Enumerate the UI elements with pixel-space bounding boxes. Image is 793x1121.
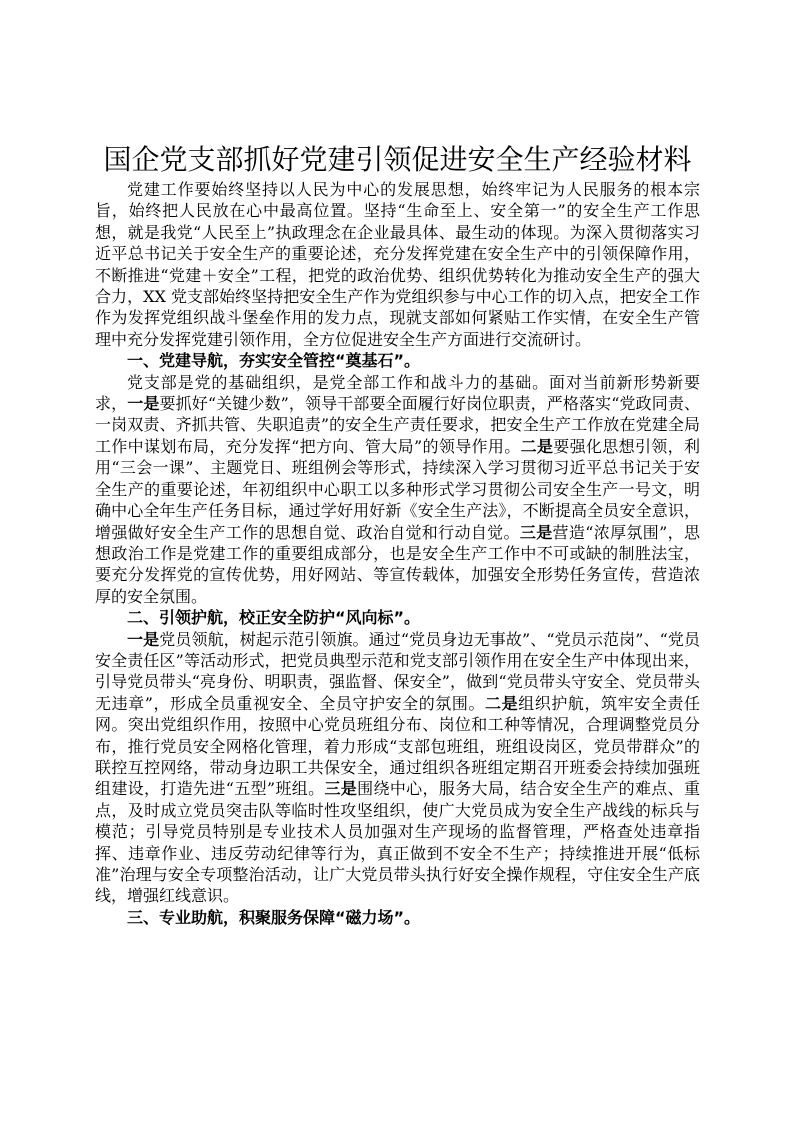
section1-marker-1: 一是	[127, 394, 160, 414]
section2-marker-1: 一是	[127, 629, 160, 649]
section2-paragraph	[95, 629, 700, 907]
section1-run-6: 营造“浓厚氛围”，思想政治工作是党建工作的重要组成部分，也是安全生产工作中不可或缺的制胜法宝，要充分发挥党的宣传优势，用好网站、等宣传载体，加强安全形势任务宣传，营造浓厚的安全氛围。	[95, 522, 700, 606]
section1-marker-3: 三是	[519, 522, 553, 542]
section1-heading: 一、党建导航，夯实安全管控“奠基石”。	[127, 351, 421, 371]
section1-marker-2: 二是	[520, 436, 554, 456]
intro-paragraph: 党建工作要始终坚持以人民为中心的发展思想，始终牢记为人民服务的根本宗旨，始终把人民放在心中最高位置。坚持“生命至上、安全第一”的安全生产工作思想，就是我党“人民至上”执政理念在企业最具体、最生动的体现。为深入贯彻落实习近平总书记关于安全生产的重要论述，充分发挥党建在安全生产中的引领保障作用，不断推进“党建＋安全”工程，把党的政治优势、组织优势转化为推动安全生产的强大合力，XX 党支部始终坚持把安全生产作为党组织参与中心工作的切入点，把安全工作作为发挥党组织战斗堡垒作用的发力点，现就支部如何紧贴工作实情，在安全生产管理中充分发挥党建引领作用，全方位促进安全生产方面进行交流研讨。	[95, 180, 700, 349]
section2-run-1: 党员领航，树起示范引领旗。通过“党员身边无事故”、“党员示范岗”、“党员安全责任区”等活动形式，把党员典型示范和党支部引领作用在安全生产中体现出来，引导党员带头“亮身份、明职责，强监督、保安全”，做到“党员带头守安全、党员带头无违章”，形成全员重视安全、全员守护安全的氛围。	[95, 629, 700, 713]
section3-heading: 三、专业助航，积聚服务保障“磁力场”。	[127, 907, 421, 927]
section2-heading: 二、引领护航，校正安全防护“风向标”。	[127, 608, 421, 628]
section1-run-0: 党支部是党的基础组织，是党全部工作和战斗力的基础。面对当前新形势新要求，	[95, 372, 700, 414]
section2-marker-2: 二是	[485, 693, 519, 713]
section1-run-2: 要抓好“关键少数”，领导干部要全面履行好岗位职责，严格落实“党政同责、一岗双责、齐抓共管、失职追责”的安全生产责任要求，把安全生产工作放在党建全局工作中谋划布局，充分发挥“把方向、管大局”的领导作用。	[95, 394, 700, 456]
section2-run-5: 围绕中心，服务大局，结合安全生产的难点、重点，及时成立党员突击队等临时性攻坚组织，使广大党员成为安全生产战线的标兵与模范；引导党员特别是专业技术人员加强对生产现场的监督管理，严格查处违章指挥、违章作业、违反劳动纪律等行为，真正做到不安全不生产；持续推进开展“低标准”治理与安全专项整治活动，让广大党员带头执行好安全操作规程，守住安全生产底线，增强红线意识。	[95, 779, 700, 906]
section1-paragraph	[95, 372, 700, 607]
section1-run-4: 要强化思想引领，利用“三会一课”、主题党日、班组例会等形式，持续深入学习贯彻习近平总书记关于安全生产的重要论述，年初组织中心职工以多种形式学习贯彻公司安全生产一号文，明确中心全年生产任务目标，通过学好用好新《安全生产法》，不断提高全员安全意识，增强做好安全生产工作的思想自觉、政治自觉和行动自觉。	[95, 436, 700, 542]
section2-marker-3: 三是	[324, 779, 358, 799]
document-title: 国企党支部抓好党建引领促进安全生产经验材料	[103, 143, 692, 176]
section2-run-3: 组织护航，筑牢安全责任网。突出党组织作用，按照中心党员班组分布、岗位和工种等情况，合理调整党员分布，推行党员安全网格化管理，着力形成“支部包班组，班组设岗区，党员带群众”的联控互控网络，带动身边职工共保安全，通过组织各班组定期召开班委会持续加强班组建设，打造先进“五型”班组。	[95, 693, 700, 799]
